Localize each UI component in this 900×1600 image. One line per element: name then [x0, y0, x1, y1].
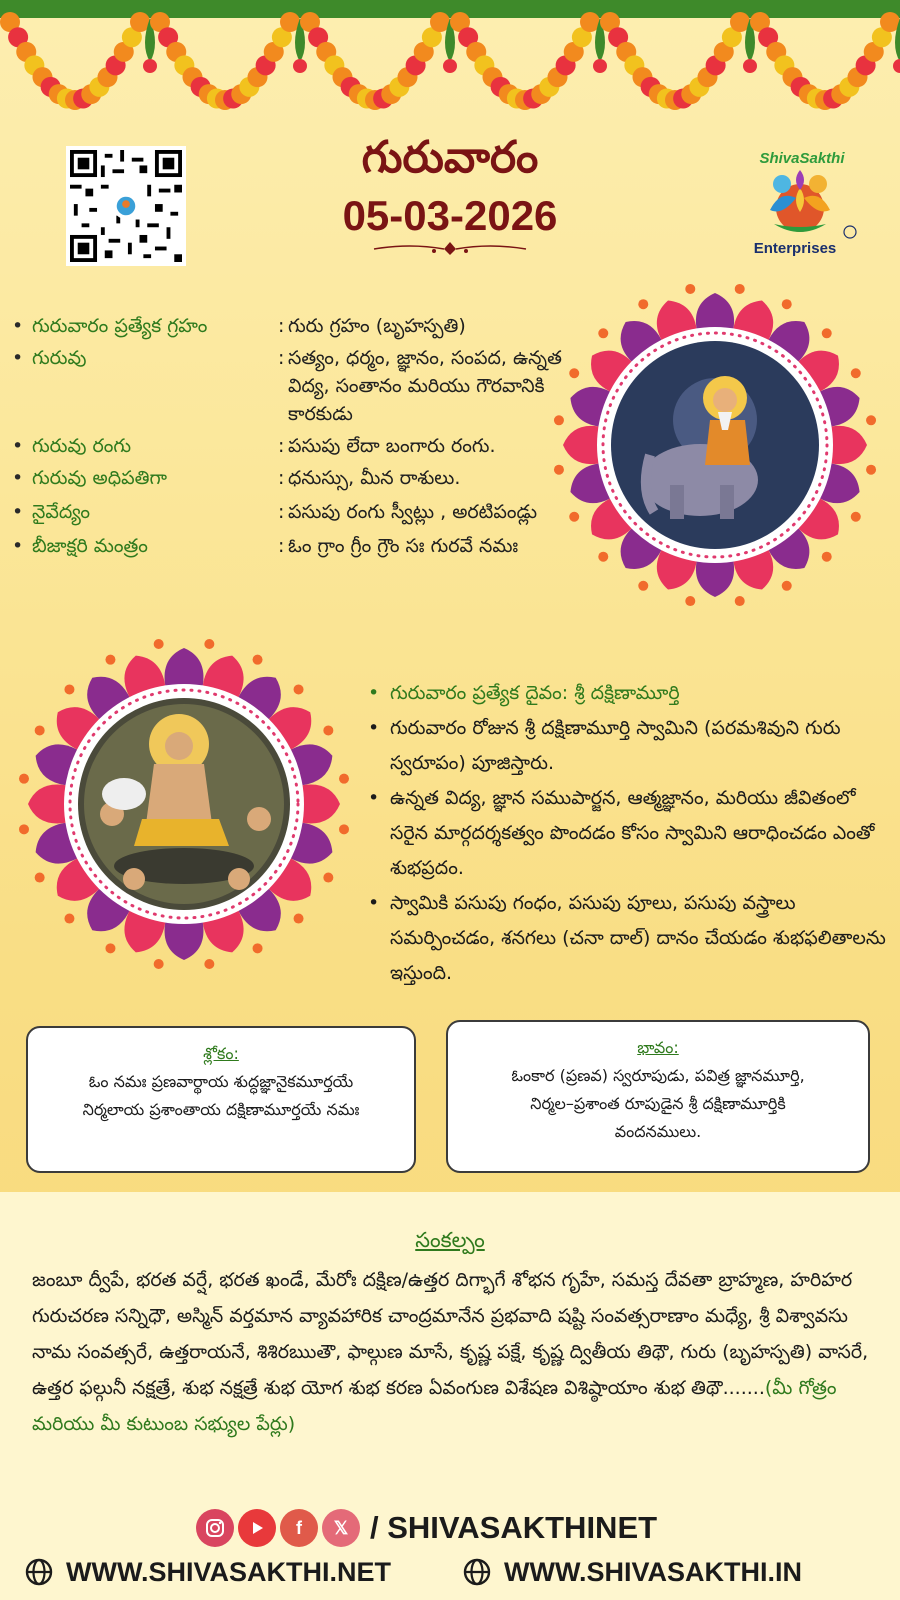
fact-separator: : [278, 347, 285, 369]
mandala-dot [866, 415, 876, 425]
globe-icon [462, 1557, 492, 1587]
fact-separator: : [278, 435, 285, 457]
mandala-dot [851, 512, 861, 522]
mandala-dot [64, 914, 74, 924]
mandala-dot [323, 725, 333, 735]
fact-label: బీజాక్షరి మంత్రం [32, 535, 148, 557]
dakshinamurthy-mandala-image [14, 634, 354, 974]
bullet-icon: • [368, 787, 380, 809]
fact-label: గురువారం ప్రత్యేక గ్రహం [32, 315, 208, 337]
mandala-petal [303, 785, 340, 824]
qr-code-icon [70, 150, 182, 262]
mandala-dot [19, 824, 29, 834]
globe-icon [24, 1557, 54, 1587]
fact-separator: : [278, 315, 285, 337]
mandala-dot [735, 284, 745, 294]
logo-brand-text: ShivaSakthi [759, 150, 845, 167]
mandala-dot [253, 655, 263, 665]
fact-label: గురువు [32, 347, 87, 369]
mandala-petal [696, 562, 734, 597]
fact-value: ధనుస్సు, మీన రాశులు. [288, 467, 461, 489]
social-handle[interactable]: / SHIVASAKTHINET [370, 1510, 658, 1545]
fact-row [12, 344, 602, 428]
ornament-divider [370, 240, 530, 256]
mandala-dot [105, 655, 115, 665]
mandala-dot [154, 959, 164, 969]
deity-item [368, 886, 888, 991]
fact-separator: : [278, 501, 285, 523]
bullet-icon: • [368, 892, 380, 914]
deity-item-text: ఉన్నత విద్య, జ్ఞాన సముపార్జన, ఆత్మజ్ఞానం, మరియు జీవితంలో సరైన మార్గదర్శకత్వం పొందడం కోసం స్వామిని ఆరాధించడం ఎంతో శుభప్రదం. [390, 787, 875, 879]
fact-separator: : [278, 535, 285, 557]
mandala-dot [154, 639, 164, 649]
instagram-icon[interactable] [196, 1509, 234, 1547]
mandala-petal [832, 426, 867, 464]
bullet-icon: • [368, 717, 380, 739]
garland-bead [293, 59, 307, 73]
youtube-icon[interactable] [238, 1509, 276, 1547]
mandala-petal [165, 923, 204, 960]
bullet-icon: • [12, 315, 24, 337]
bhavam-card [446, 1020, 870, 1173]
fact-value: పసుపు లేదా బంగారు రంగు. [288, 435, 496, 457]
date-label: 05-03-2026 [342, 192, 558, 239]
website-text: WWW.SHIVASAKTHI.IN [504, 1556, 802, 1587]
sloka-line: నిర్మలాయ ప్రశాంతాయ దక్షిణామూర్తయే నమః [82, 1100, 360, 1119]
sloka-line: ఓం నమః ప్రణవార్థాయ శుద్ధజ్ఞానైకమూర్తయే [88, 1072, 354, 1091]
fact-value: గురు గ్రహం (బృహస్పతి) [288, 315, 466, 337]
fact-row [12, 312, 602, 340]
mandala-dot [782, 299, 792, 309]
fact-row [12, 498, 602, 526]
garland-bead [593, 59, 607, 73]
mandala-dot [19, 774, 29, 784]
mandala-dot [294, 684, 304, 694]
mandala-dot [204, 639, 214, 649]
fact-label: గురువు అధిపతిగా [32, 467, 167, 489]
sankalpam-body [32, 1262, 882, 1442]
bullet-icon: • [12, 435, 24, 457]
deity-info-list [368, 676, 888, 991]
fact-value: సత్యం, ధర్మం, జ్ఞానం, సంపద, ఉన్నత విద్య, సంతానం మరియు గౌరవానికి కారకుడు [288, 347, 562, 425]
qr-code[interactable] [66, 146, 186, 266]
deity-item [368, 711, 888, 781]
fact-row [12, 432, 602, 460]
mandala-petal [165, 648, 204, 685]
bullet-icon: • [12, 501, 24, 523]
sankalpam-text: జంబూ ద్వీపే, భరత వర్షే, భరత ఖండే, మేరోః దక్షిణ/ఉత్తర దిగ్భాగే శోభన గృహే, సమస్త దేవతా బ్రాహ్మణ, హరిహర గురుచరణ సన్నిధౌ, అస్మిన్ వర్తమాన వ్యావహారిక చాంద్రమానేన ప్రభవాది షష్టి సంవత్సరాణాం మధ్యే, శ్రీ విశ్వావసు నామ సంవత్సరే, ఉత్తరాయనే, శిశిరఋతౌ, ఫాల్గుణ మాసే, కృష్ణ పక్షే, కృష్ణ ద్వితీయ తిథౌ, గురు (బృహస్పతి) వాసరే, ఉత్తర ఫల్గునీ నక్షత్రే, శుభ నక్షత్రే శుభ యోగ శుభ కరణ ఏవంగుణ విశేషణ విశిష్ఠాయాం శుభ తిథౌ....... [32, 1269, 869, 1399]
sankalpam-note: (మీ గోత్రం మరియు మీ కుటుంబ సభ్యుల పేర్లు) [32, 1377, 837, 1435]
page-title: గురువారం [361, 132, 539, 183]
bullet-icon: • [368, 682, 380, 704]
mandala-dot [35, 725, 45, 735]
mandala-dot [638, 581, 648, 591]
fact-value: ఓం గ్రాం గ్రీం గ్రౌం సః గురవే నమః [288, 535, 519, 557]
fact-label: గురువు రంగు [32, 435, 132, 457]
mandala-dot [851, 368, 861, 378]
mandala-petal [696, 293, 734, 328]
logo-sub-text: Enterprises [753, 240, 837, 257]
mandala-dot [638, 299, 648, 309]
mandala-dot [866, 465, 876, 475]
website-text: WWW.SHIVASAKTHI.NET [66, 1556, 391, 1587]
mandala-dot [323, 873, 333, 883]
mandala-dot [782, 581, 792, 591]
fact-row [12, 532, 602, 560]
mandala-dot [339, 824, 349, 834]
deity-item [368, 781, 888, 886]
facebook-icon[interactable] [280, 1509, 318, 1547]
sloka-card [26, 1026, 416, 1173]
sloka-title: శ్లోకం: [203, 1044, 239, 1063]
bhavam-line: ఓంకార (ప్రణవ) స్వరూపుడు, పవిత్ర జ్ఞానమూర్తి, [511, 1066, 805, 1085]
bhavam-line: నిర్మల–ప్రశాంత రూపుడైన శ్రీ దక్షిణామూర్తికి [530, 1094, 786, 1113]
bullet-icon: • [12, 467, 24, 489]
fact-row [12, 464, 602, 492]
website-link-net[interactable] [24, 1552, 391, 1592]
garland-bead [743, 59, 757, 73]
mandala-dot [105, 943, 115, 953]
facebook-glyph: f [296, 1517, 302, 1538]
deity-item-text: గురువారం రోజున శ్రీ దక్షిణామూర్తి స్వామిని (పరమశివుని గురు స్వరూపం) పూజిస్తారు. [390, 717, 841, 774]
garland-bead [443, 59, 457, 73]
mandala-dot [253, 943, 263, 953]
fact-label: నైవేద్యం [32, 501, 91, 523]
mandala-dot [685, 284, 695, 294]
fact-value: పసుపు రంగు స్వీట్లు , అరటిపండ్లు [288, 501, 538, 523]
mandala-dot [822, 552, 832, 562]
deity-item [368, 676, 888, 711]
mandala-dot [204, 959, 214, 969]
mandala-dot [64, 684, 74, 694]
x-glyph: 𝕏 [333, 1517, 349, 1538]
deity-item-text: స్వామికి పసుపు గంధం, పసుపు పూలు, పసుపు వస్త్రాలు సమర్పించడం, శనగలు (చనా దాల్) దానం చేయడం శుభఫలితాలను ఇస్తుంది. [390, 892, 886, 984]
mandala-petal [28, 785, 65, 824]
bhavam-title: భావం: [637, 1038, 679, 1057]
mandala-dot [294, 914, 304, 924]
garland-bead [143, 59, 157, 73]
x-icon[interactable] [322, 1509, 360, 1547]
bhavam-line: వందనములు. [614, 1122, 702, 1141]
mandala-dot [35, 873, 45, 883]
social-bar [196, 1506, 716, 1550]
sankalpam-title: సంకల్పం [415, 1228, 485, 1252]
bullet-icon: • [12, 535, 24, 557]
graha-facts-list [12, 312, 602, 564]
flower-garland [0, 0, 900, 130]
mandala-dot [339, 774, 349, 784]
website-link-in[interactable] [462, 1552, 802, 1592]
mandala-dot [822, 328, 832, 338]
fact-separator: : [278, 467, 285, 489]
mandala-dot [735, 596, 745, 606]
garland-bead [893, 59, 900, 73]
deity-item-text: గురువారం ప్రత్యేక దైవం: శ్రీ దక్షిణామూర్తి [390, 682, 680, 704]
mandala-dot [685, 596, 695, 606]
bullet-icon: • [12, 347, 24, 369]
